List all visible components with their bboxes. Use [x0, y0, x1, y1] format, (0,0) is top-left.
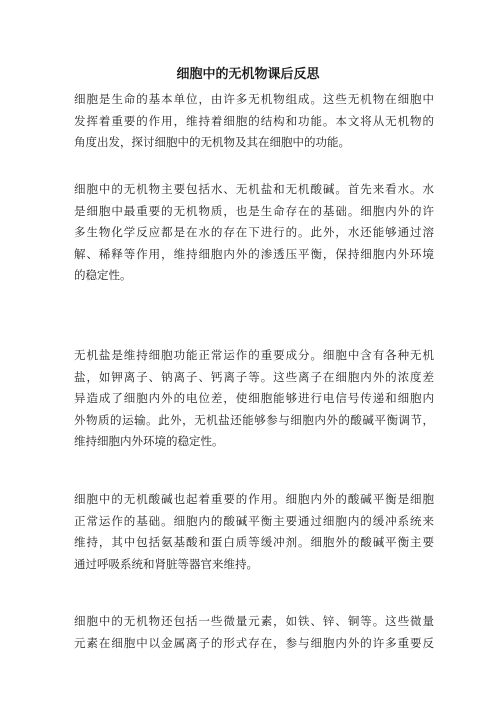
paragraph-line: 无机盐是维持细胞功能正常运作的重要成分。细胞中含有各种无机	[74, 348, 434, 362]
paragraph-line: 发挥着重要的作用，维持着细胞的结构和功能。本文将从无机物的	[74, 113, 434, 128]
paragraph-line: 维持细胞内外环境的稳定性。	[74, 434, 224, 448]
paragraph-line: 元素在细胞中以金属离子的形式存在，参与细胞内外的许多重要反	[74, 635, 434, 650]
paragraph-line: 异造成了细胞内外的电位差，使细胞能够进行电信号传递和细胞内	[74, 391, 434, 405]
paragraph-trace-elements	[74, 611, 434, 654]
paragraph-line: 角度出发，探讨细胞中的无机物及其在细胞中的功能。	[74, 135, 350, 149]
paragraph-inorganic-salts	[74, 345, 434, 453]
paragraph-intro	[74, 89, 434, 154]
paragraph-line: 正常运作的基础。细胞内的酸碱平衡主要通过细胞内的缓冲系统来	[74, 513, 434, 528]
paragraph-line: 是细胞中最重要的无机物质，也是生命存在的基础。细胞内外的许	[74, 203, 434, 218]
paragraph-acid-base	[74, 489, 434, 575]
paragraph-line: 细胞中的无机物主要包括水、无机盐和无机酸碱。首先来看水。水	[74, 182, 434, 196]
paragraph-water	[74, 179, 434, 287]
paragraph-line: 多生物化学反应都是在水的存在下进行的。此外，水还能够通过溶	[74, 225, 434, 239]
paragraph-line: 解、稀释等作用，维持细胞内外的渗透压平衡，保持细胞内外环境	[74, 246, 434, 261]
paragraph-line: 细胞中的无机物还包括一些微量元素，如铁、锌、铜等。这些微量	[74, 614, 434, 628]
paragraph-line: 盐，如钾离子、钠离子、钙离子等。这些离子在细胞内外的浓度差	[74, 369, 434, 384]
paragraph-line: 通过呼吸系统和肾脏等器官来维持。	[74, 556, 258, 571]
document-title: 细胞中的无机物课后反思	[176, 67, 320, 82]
paragraph-line: 细胞是生命的基本单位，由许多无机物组成。这些无机物在细胞中	[74, 92, 434, 106]
paragraph-line: 维持，其中包括氨基酸和蛋白质等缓冲剂。细胞外的酸碱平衡主要	[74, 535, 434, 549]
paragraph-line: 外物质的运输。此外，无机盐还能够参与细胞内外的酸碱平衡调节，	[74, 412, 434, 427]
paragraph-line: 细胞中的无机酸碱也起着重要的作用。细胞内外的酸碱平衡是细胞	[74, 492, 434, 506]
paragraph-line: 的稳定性。	[74, 268, 132, 282]
